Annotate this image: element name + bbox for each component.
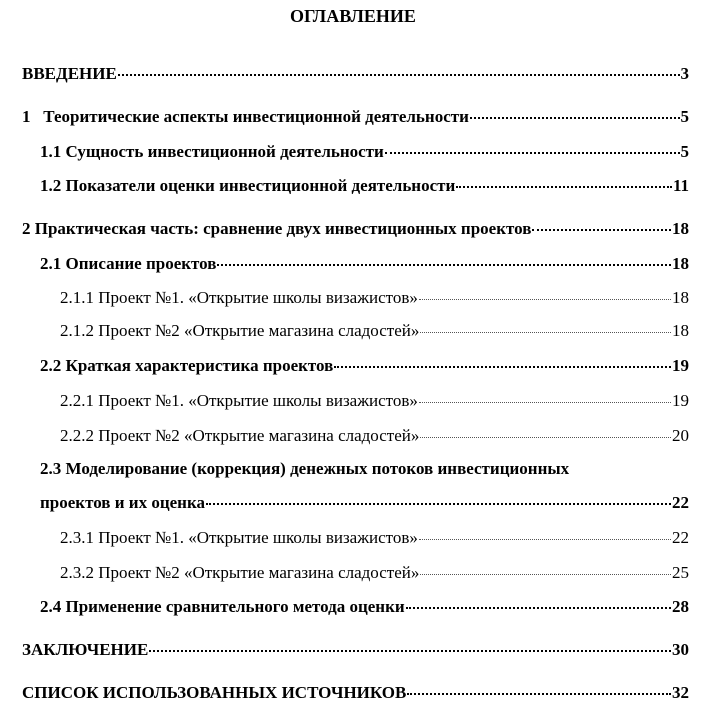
toc-page-number: 19	[672, 391, 689, 410]
dot-leader	[420, 574, 671, 575]
toc-entry-text: 2 Практическая часть: сравнение двух инвестиционных проектов	[22, 219, 532, 238]
dot-leader	[149, 650, 671, 652]
toc-page-number: 28	[672, 597, 689, 616]
toc-page-number: 3	[680, 64, 689, 83]
toc-entry-text: СПИСОК ИСПОЛЬЗОВАННЫХ ИСТОЧНИКОВ	[22, 683, 407, 702]
toc-entry[interactable]	[60, 287, 689, 309]
toc-page-number: 5	[680, 107, 689, 126]
dot-leader	[419, 299, 671, 300]
dot-leader	[420, 437, 671, 438]
toc-title: ОГЛАВЛЕНИЕ	[290, 6, 416, 26]
toc-entry-text: 2.1.1 Проект №1. «Открытие школы визажистов»	[60, 288, 418, 307]
toc-page-number: 20	[672, 426, 689, 445]
toc-entry-text: 2.4 Применение сравнительного метода оценки	[40, 597, 405, 616]
toc-page-number: 18	[672, 288, 689, 307]
toc-entry[interactable]	[22, 218, 689, 240]
dot-leader	[407, 693, 671, 695]
toc-entry[interactable]	[60, 390, 689, 412]
dot-leader	[206, 503, 671, 505]
toc-entry-text: 2.2 Краткая характеристика проектов	[40, 356, 334, 375]
toc-entry-text: 2.2.1 Проект №1. «Открытие школы визажистов»	[60, 391, 418, 410]
toc-entry-text: 1 Теоритические аспекты инвестиционной деятельности	[22, 107, 469, 126]
toc-entry-text: 2.1.2 Проект №2 «Открытие магазина сладостей»	[60, 321, 420, 340]
toc-entry-text: 2.2.2 Проект №2 «Открытие магазина сладостей»	[60, 426, 420, 445]
toc-entry[interactable]	[60, 320, 689, 342]
toc-entry[interactable]	[60, 527, 689, 549]
toc-entry[interactable]	[40, 492, 689, 514]
dot-leader	[419, 539, 671, 540]
toc-entry[interactable]	[60, 562, 689, 584]
toc-entry-text: 1.1 Сущность инвестиционной деятельности	[40, 142, 384, 161]
dot-leader	[385, 152, 680, 154]
toc-page-number: 18	[672, 321, 689, 340]
dot-leader	[334, 366, 671, 368]
toc-page-number: 22	[672, 493, 689, 512]
toc-page-number: 11	[672, 176, 689, 195]
toc-entry[interactable]	[40, 458, 689, 480]
toc-entry-text: ЗАКЛЮЧЕНИЕ	[22, 640, 149, 659]
toc-entry-text: 2.1 Описание проектов	[40, 254, 217, 273]
dot-leader	[217, 264, 671, 266]
toc-entry[interactable]	[40, 175, 689, 197]
dot-leader	[470, 117, 680, 119]
dot-leader	[456, 186, 672, 188]
dot-leader	[406, 607, 671, 609]
toc-entry-text: 1.2 Показатели оценки инвестиционной деятельности	[40, 176, 456, 195]
toc-entry[interactable]	[60, 425, 689, 447]
toc-page-number: 30	[672, 640, 689, 659]
toc-page-number: 5	[680, 142, 689, 161]
toc-entry[interactable]	[40, 141, 689, 163]
toc-page-number: 25	[672, 563, 689, 582]
toc-entry[interactable]	[40, 355, 689, 377]
toc-page-number: 18	[672, 254, 689, 273]
toc-entry-text: проектов и их оценка	[40, 493, 205, 512]
toc-page-number: 32	[672, 683, 689, 702]
toc-entry[interactable]	[40, 253, 689, 275]
toc-entry[interactable]	[40, 596, 689, 618]
dot-leader	[420, 332, 671, 333]
toc-entry[interactable]	[22, 639, 689, 661]
toc-entry-text: ВВЕДЕНИЕ	[22, 64, 117, 83]
toc-entry-text: 2.3 Моделирование (коррекция) денежных потоков инвестиционных	[40, 459, 570, 478]
toc-page-number: 22	[672, 528, 689, 547]
toc-page-number: 19	[672, 356, 689, 375]
dot-leader	[118, 74, 680, 76]
toc-entry[interactable]	[22, 106, 689, 128]
toc-entry[interactable]	[22, 682, 689, 704]
toc-page-number: 18	[672, 219, 689, 238]
dot-leader	[419, 402, 671, 403]
toc-entry[interactable]	[22, 63, 689, 85]
toc-entry-text: 2.3.1 Проект №1. «Открытие школы визажистов»	[60, 528, 418, 547]
dot-leader	[532, 229, 671, 231]
toc-entry-text: 2.3.2 Проект №2 «Открытие магазина сладостей»	[60, 563, 420, 582]
